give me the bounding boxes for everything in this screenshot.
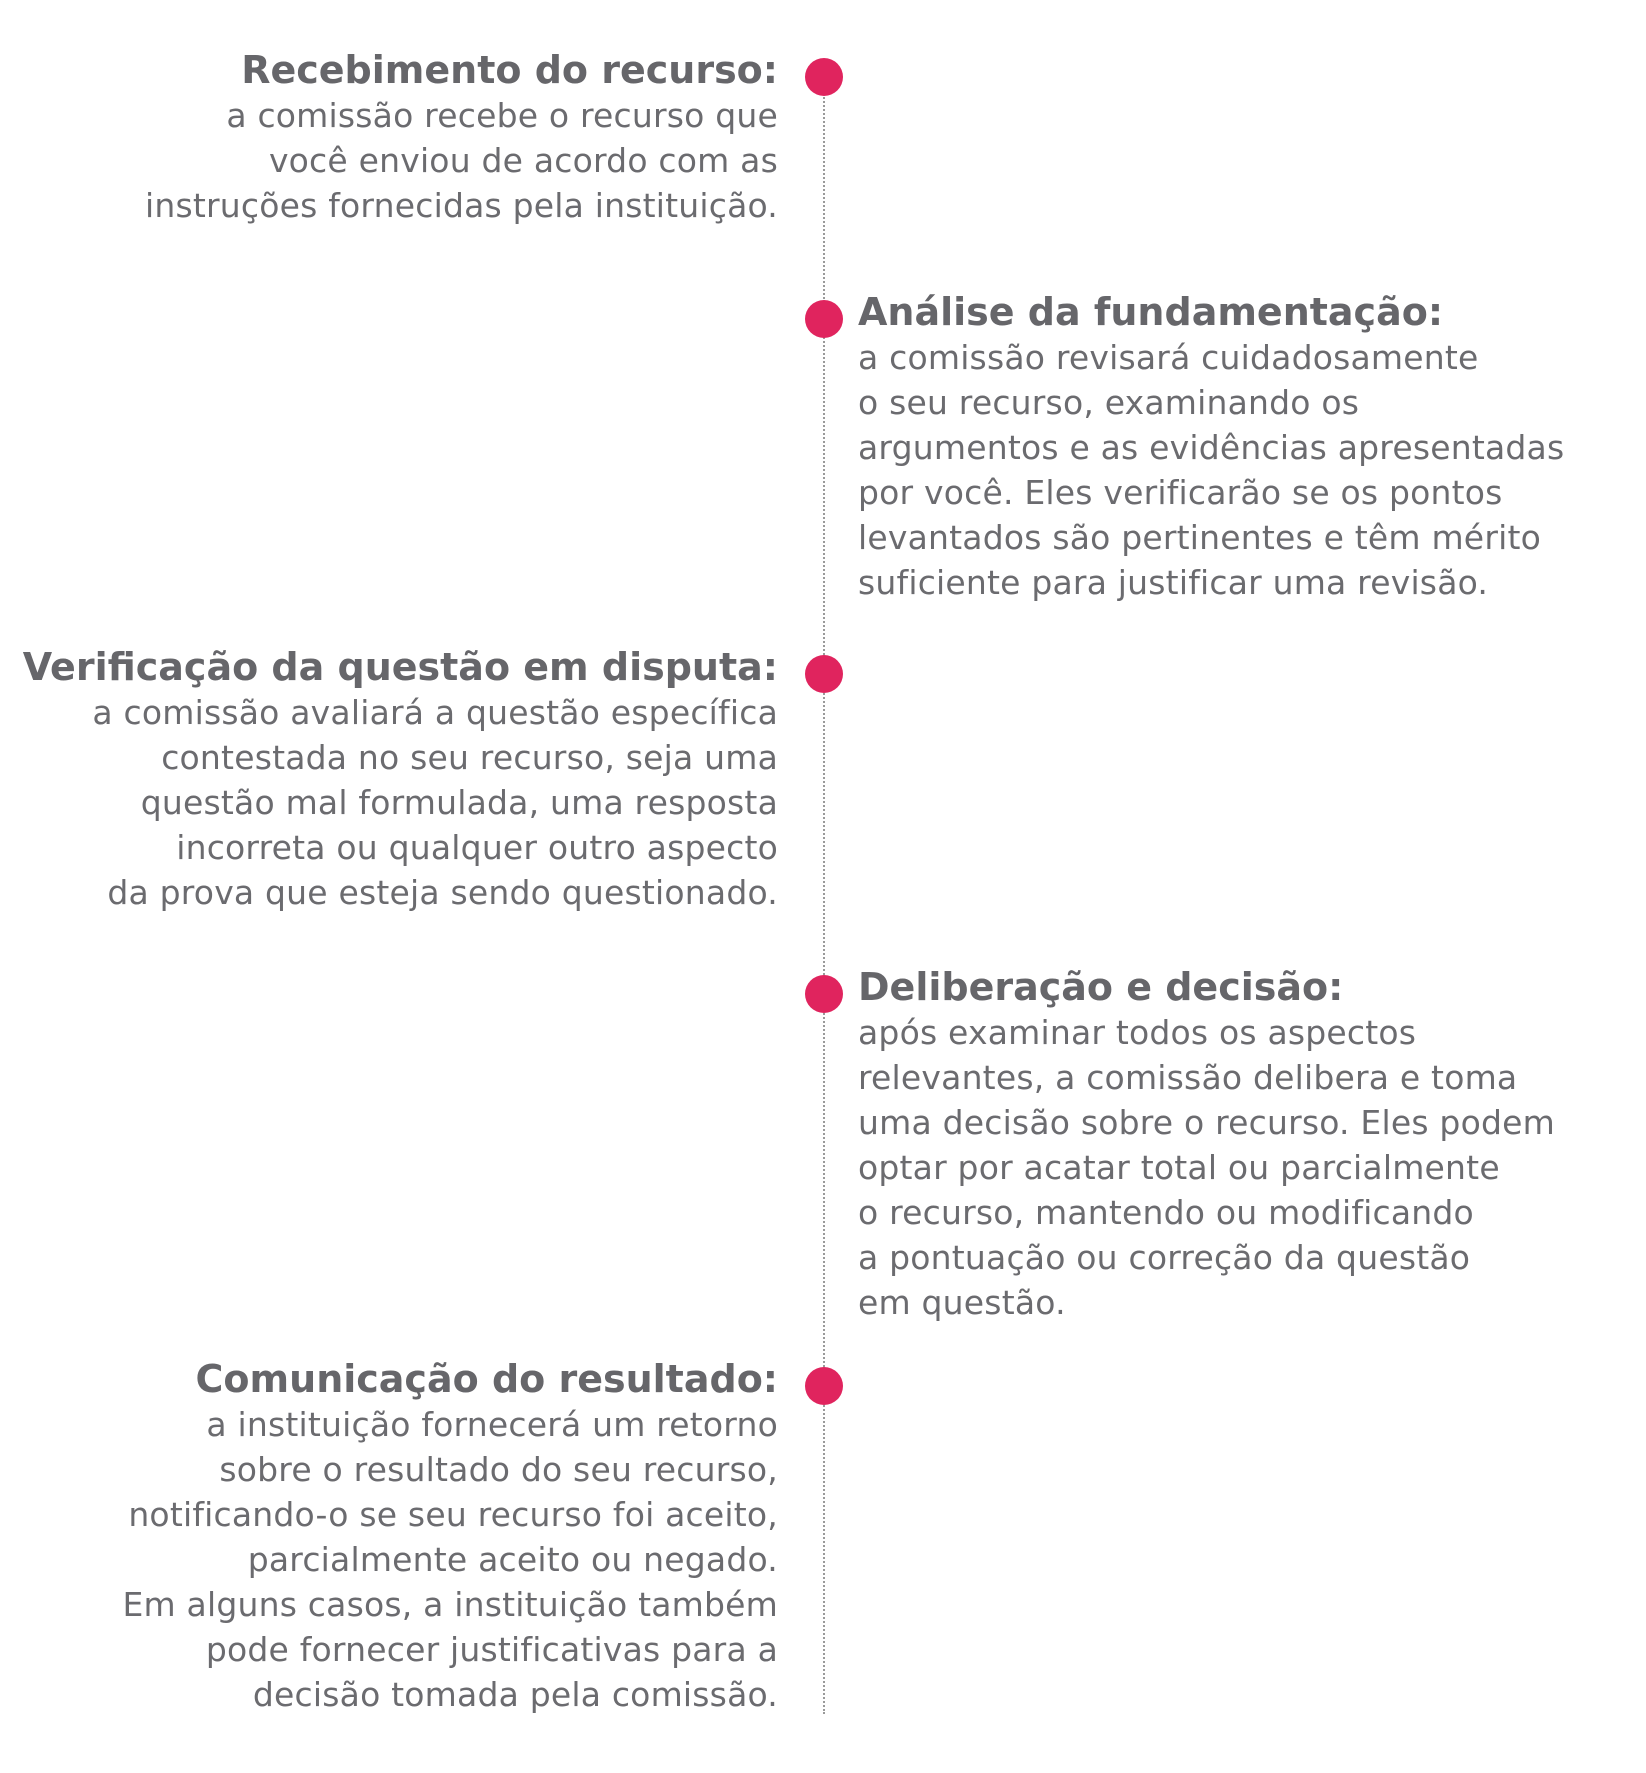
step-text-line: a instituição fornecerá um retorno [206,1405,778,1444]
timeline-step-deliberacao [858,965,1638,1325]
step-text-line: relevantes, a comissão delibera e toma [858,1058,1518,1097]
step-text-line: sobre o resultado do seu recurso, [219,1450,778,1489]
step-text-line: a comissão avaliará a questão específica [92,693,778,732]
timeline-dot-analise [805,300,843,338]
timeline-step-analise [858,290,1638,605]
step-title: Comunicação do resultado: [195,1357,778,1401]
timeline-step-verificacao [23,645,778,915]
step-text-line: por você. Eles verificarão se os pontos [858,473,1503,512]
step-text-line: incorreta ou qualquer outro aspecto [176,828,778,867]
timeline-step-recebimento [145,48,778,228]
timeline-dot-verificacao [805,655,843,693]
step-text-line: levantados são pertinentes e têm mérito [858,518,1541,557]
timeline-step-comunicacao [122,1357,778,1717]
step-title: Deliberação e decisão: [858,965,1344,1009]
timeline-dot-deliberacao [805,975,843,1013]
step-text-line: o seu recurso, examinando os [858,383,1360,422]
step-title: Verificação da questão em disputa: [22,645,778,689]
step-text-line: questão mal formulada, uma resposta [140,783,778,822]
step-text-line: instruções fornecidas pela instituição. [145,186,778,225]
step-text-line: optar por acatar total ou parcialmente [858,1148,1500,1187]
step-title: Análise da fundamentação: [858,290,1444,334]
step-title: Recebimento do recurso: [241,48,778,92]
step-text-line: decisão tomada pela comissão. [252,1675,778,1714]
step-text-line: a comissão recebe o recurso que [226,96,778,135]
step-text-line: em questão. [858,1283,1066,1322]
step-text-line: argumentos e as evidências apresentadas [858,428,1565,467]
timeline-dot-recebimento [805,58,843,96]
step-text-line: suficiente para justificar uma revisão. [858,563,1489,602]
step-text-line: o recurso, mantendo ou modificando [858,1193,1474,1232]
step-text-line: notificando-o se seu recurso foi aceito, [128,1495,778,1534]
step-text-line: após examinar todos os aspectos [858,1013,1417,1052]
step-text-line: parcialmente aceito ou negado. [247,1540,778,1579]
step-text-line: pode fornecer justificativas para a [205,1630,778,1669]
timeline-dot-comunicacao [805,1367,843,1405]
step-text-line: da prova que esteja sendo questionado. [107,873,778,912]
step-text-line: uma decisão sobre o recurso. Eles podem [858,1103,1555,1142]
step-text-line: contestada no seu recurso, seja uma [161,738,778,777]
step-text-line: Em alguns casos, a instituição também [122,1585,778,1624]
step-text-line: a comissão revisará cuidadosamente [858,338,1479,377]
step-text-line: você enviou de acordo com as [268,141,778,180]
step-text-line: a pontuação ou correção da questão [858,1238,1471,1277]
